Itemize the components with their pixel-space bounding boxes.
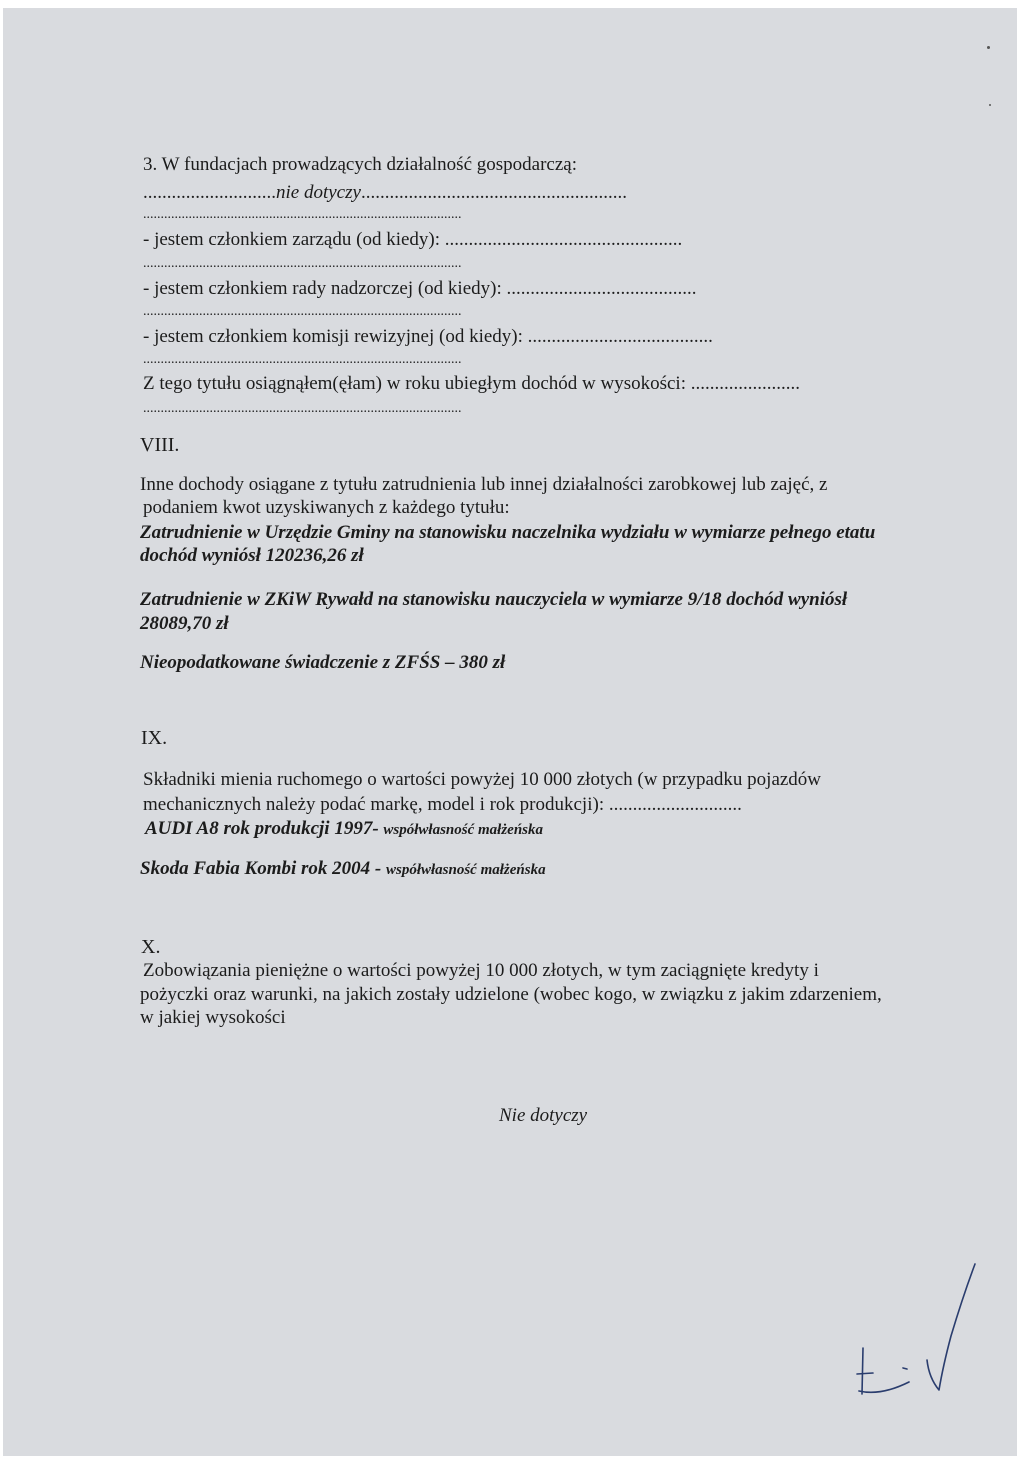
- section-viii-heading: VIII.: [140, 434, 180, 456]
- blank-line: ...........................................................................................: [143, 256, 462, 271]
- scan-speck: [989, 104, 991, 106]
- section-ix-intro: Składniki mienia ruchomego o wartości powyżej 10 000 złotych (w przypadku pojazdów: [143, 769, 822, 790]
- section-ix-heading: IX.: [141, 727, 168, 749]
- ownership-note: współwłasność małżeńska: [385, 862, 546, 878]
- section-x-heading: X.: [141, 936, 161, 958]
- blank-line: ...........................................................................................: [143, 207, 462, 222]
- dots-suffix: ........................................................: [360, 182, 627, 203]
- audit-committee-line: - jestem członkiem komisji rewizyjnej (od kiedy): .......................................: [143, 326, 713, 347]
- employment-entry: Zatrudnienie w ZKiW Rywałd na stanowisku nauczyciela w wymiarze 9/18 dochód wyniósł: [140, 589, 848, 610]
- signature-mark: [851, 1256, 1001, 1406]
- scanned-page: [3, 8, 1017, 1456]
- blank-line: ...........................................................................................: [143, 401, 462, 416]
- supervisory-board-line: - jestem członkiem rady nadzorczej (od kiedy): ........................................: [143, 278, 697, 299]
- income-line: Z tego tytułu osiągnąłem(ęłam) w roku ubiegłym dochód w wysokości: .......................: [143, 373, 800, 394]
- section-x-text: pożyczki oraz warunki, na jakich zostały udzielone (wobec kogo, w związku z jakim zdarzeniem,: [140, 984, 882, 1005]
- section-x-text: w jakiej wysokości: [140, 1007, 286, 1028]
- foundations-question: 3. W fundacjach prowadzących działalność gospodarczą:: [143, 154, 577, 175]
- scan-speck: [987, 46, 990, 49]
- board-member-line: - jestem członkiem zarządu (od kiedy): ..................................................: [143, 229, 683, 250]
- section-x-answer: Nie dotyczy: [499, 1105, 588, 1126]
- section-viii-intro: Inne dochody osiągane z tytułu zatrudnienia lub innej działalności zarobkowej lub zajęć, z: [140, 474, 828, 495]
- employment-entry: 28089,70 zł: [140, 613, 229, 634]
- blank-line: ...........................................................................................: [143, 304, 462, 319]
- ownership-note: współwłasność małżeńska: [383, 822, 544, 838]
- vehicle-description: Skoda Fabia Kombi rok 2004 -: [140, 858, 382, 879]
- benefit-entry: Nieopodatkowane świadczenie z ZFŚS – 380 zł: [140, 652, 506, 673]
- dots-prefix: ............................: [143, 182, 276, 203]
- section-viii-intro: podaniem kwot uzyskiwanych z każdego tytułu:: [143, 497, 510, 518]
- foundations-answer-line: [143, 183, 627, 202]
- section-x-text: Zobowiązania pieniężne o wartości powyżej 10 000 złotych, w tym zaciągnięte kredyty i: [143, 960, 819, 981]
- employment-entry: Zatrudnienie w Urzędzie Gminy na stanowisku naczelnika wydziału w wymiarze pełnego etatu: [140, 522, 876, 543]
- vehicle-entry: [145, 819, 543, 838]
- blank-line: ...........................................................................................: [143, 352, 462, 367]
- employment-entry: dochód wyniósł 120236,26 zł: [140, 545, 364, 566]
- section-ix-intro: mechanicznych należy podać markę, model i rok produkcji): ............................: [143, 794, 742, 815]
- foundations-answer: nie dotyczy: [276, 182, 361, 203]
- vehicle-entry: [140, 859, 546, 878]
- vehicle-description: AUDI A8 rok produkcji 1997-: [145, 818, 379, 839]
